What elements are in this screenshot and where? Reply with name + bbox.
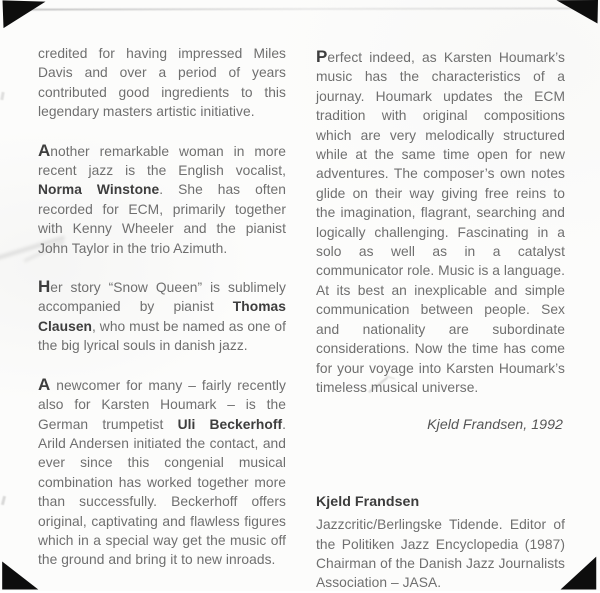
page-corner-top-left [0, 0, 50, 32]
author-bio [316, 493, 565, 593]
signature-line: Kjeld Frandsen, 1992 [427, 417, 563, 434]
right-column [316, 47, 565, 593]
edge-smudge-artifact [0, 92, 4, 100]
paragraph-uli-beckerhoff: A newcomer for many – fairly recently also for Karsten Houmark – is the German trumpetist Uli Beckerhoff. Arild Andersen initiated the contact, and ever since this congenial musical combination has worked together more than successfully. Beckerhoff offers original, captivating and flawless figures which in a special way get the music off the ground and bring it to new inroads. [38, 374, 286, 568]
edge-smudge-artifact [1, 496, 6, 505]
scan-line-artifact [5, 7, 595, 10]
paragraph-thomas-clausen: Her story “Snow Queen” is sublimely accompanied by pianist Thomas Clausen, who must be named as one of the big lyrical souls in danish jazz. [38, 277, 286, 354]
page-corner-top-right [550, 0, 600, 28]
paragraph-karsten-houmark: Perfect indeed, as Karsten Houmark’s music has the characteristics of a journay. Houmark updates the ECM tradition with original compositions which are very melodically structured while at the same time open for new adventures. The composer’s own notes glide on their way giving free reins to the imagination, flagrant, searching and logically challenging. Fascinating in a solo as well as in a catalyst communicator role. Music is a language. At its best an inexplicable and simple communication between people. Sex and nationality are subordinate considerations. Now the time has come for your voyage into Karsten Houmark’s timeless musical universe. [316, 47, 565, 395]
paragraph-norma-winstone: Another remarkable woman in more recent jazz is the English vocalist, Norma Winstone. She has often recorded for ECM, primarily together with Kenny Wheeler and the pianist John Taylor in the trio Azimuth. [38, 140, 287, 256]
author-name: Kjeld Frandsen [316, 493, 420, 510]
author-bio-text: Jazzcritic/Berlingske Tidende. Editor of the Politiken Jazz Encyclopedia (1987) Chairman of the Danish Jazz Journalists Association – JASA. [316, 517, 565, 591]
paragraph-continued: credited for having impressed Miles Davis and over a period of years contributed good ingredients to this legendary masters artistic initiative. [38, 46, 286, 120]
left-column [38, 44, 286, 589]
